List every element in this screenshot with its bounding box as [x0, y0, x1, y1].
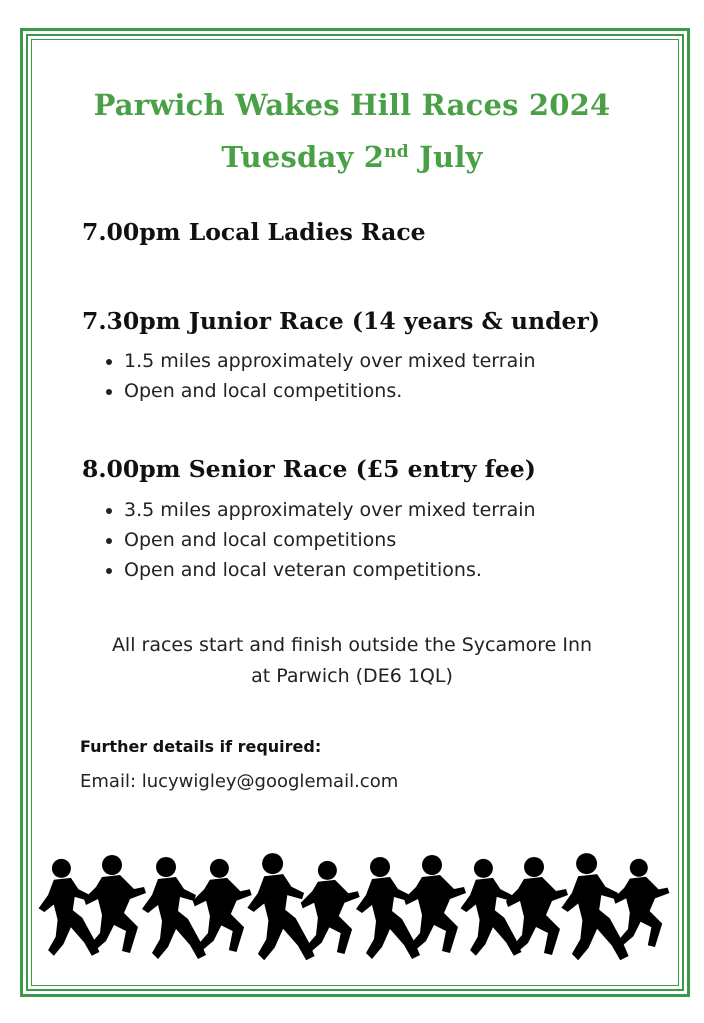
date-suffix: July: [408, 140, 483, 174]
date-ordinal: nd: [384, 142, 409, 162]
venue-line-2: at Parwich (DE6 1QL): [251, 665, 453, 687]
runners-silhouette-icon: [38, 845, 672, 975]
list-item: Open and local competitions: [106, 525, 536, 555]
junior-details-list: [106, 346, 536, 406]
poster-date: [0, 140, 704, 174]
runners-group: [39, 853, 670, 960]
list-item: 1.5 miles approximately over mixed terrain: [106, 346, 536, 376]
list-item: 3.5 miles approximately over mixed terrain: [106, 495, 536, 525]
list-item: Open and local competitions.: [106, 376, 536, 406]
list-item: Open and local veteran competitions.: [106, 555, 536, 585]
date-prefix: Tuesday 2: [221, 140, 385, 174]
further-details-label: Further details if required:: [80, 737, 322, 756]
race-heading-senior: 8.00pm Senior Race (£5 entry fee): [82, 455, 536, 483]
poster-title: Parwich Wakes Hill Races 2024: [93, 88, 611, 122]
race-heading-ladies: 7.00pm Local Ladies Race: [82, 218, 426, 246]
race-heading-junior: 7.30pm Junior Race (14 years & under): [82, 307, 600, 335]
venue-line-1: All races start and finish outside the Sycamore Inn: [111, 634, 593, 656]
contact-email: Email: lucywigley@googlemail.com: [80, 771, 399, 792]
senior-details-list: [106, 495, 536, 585]
